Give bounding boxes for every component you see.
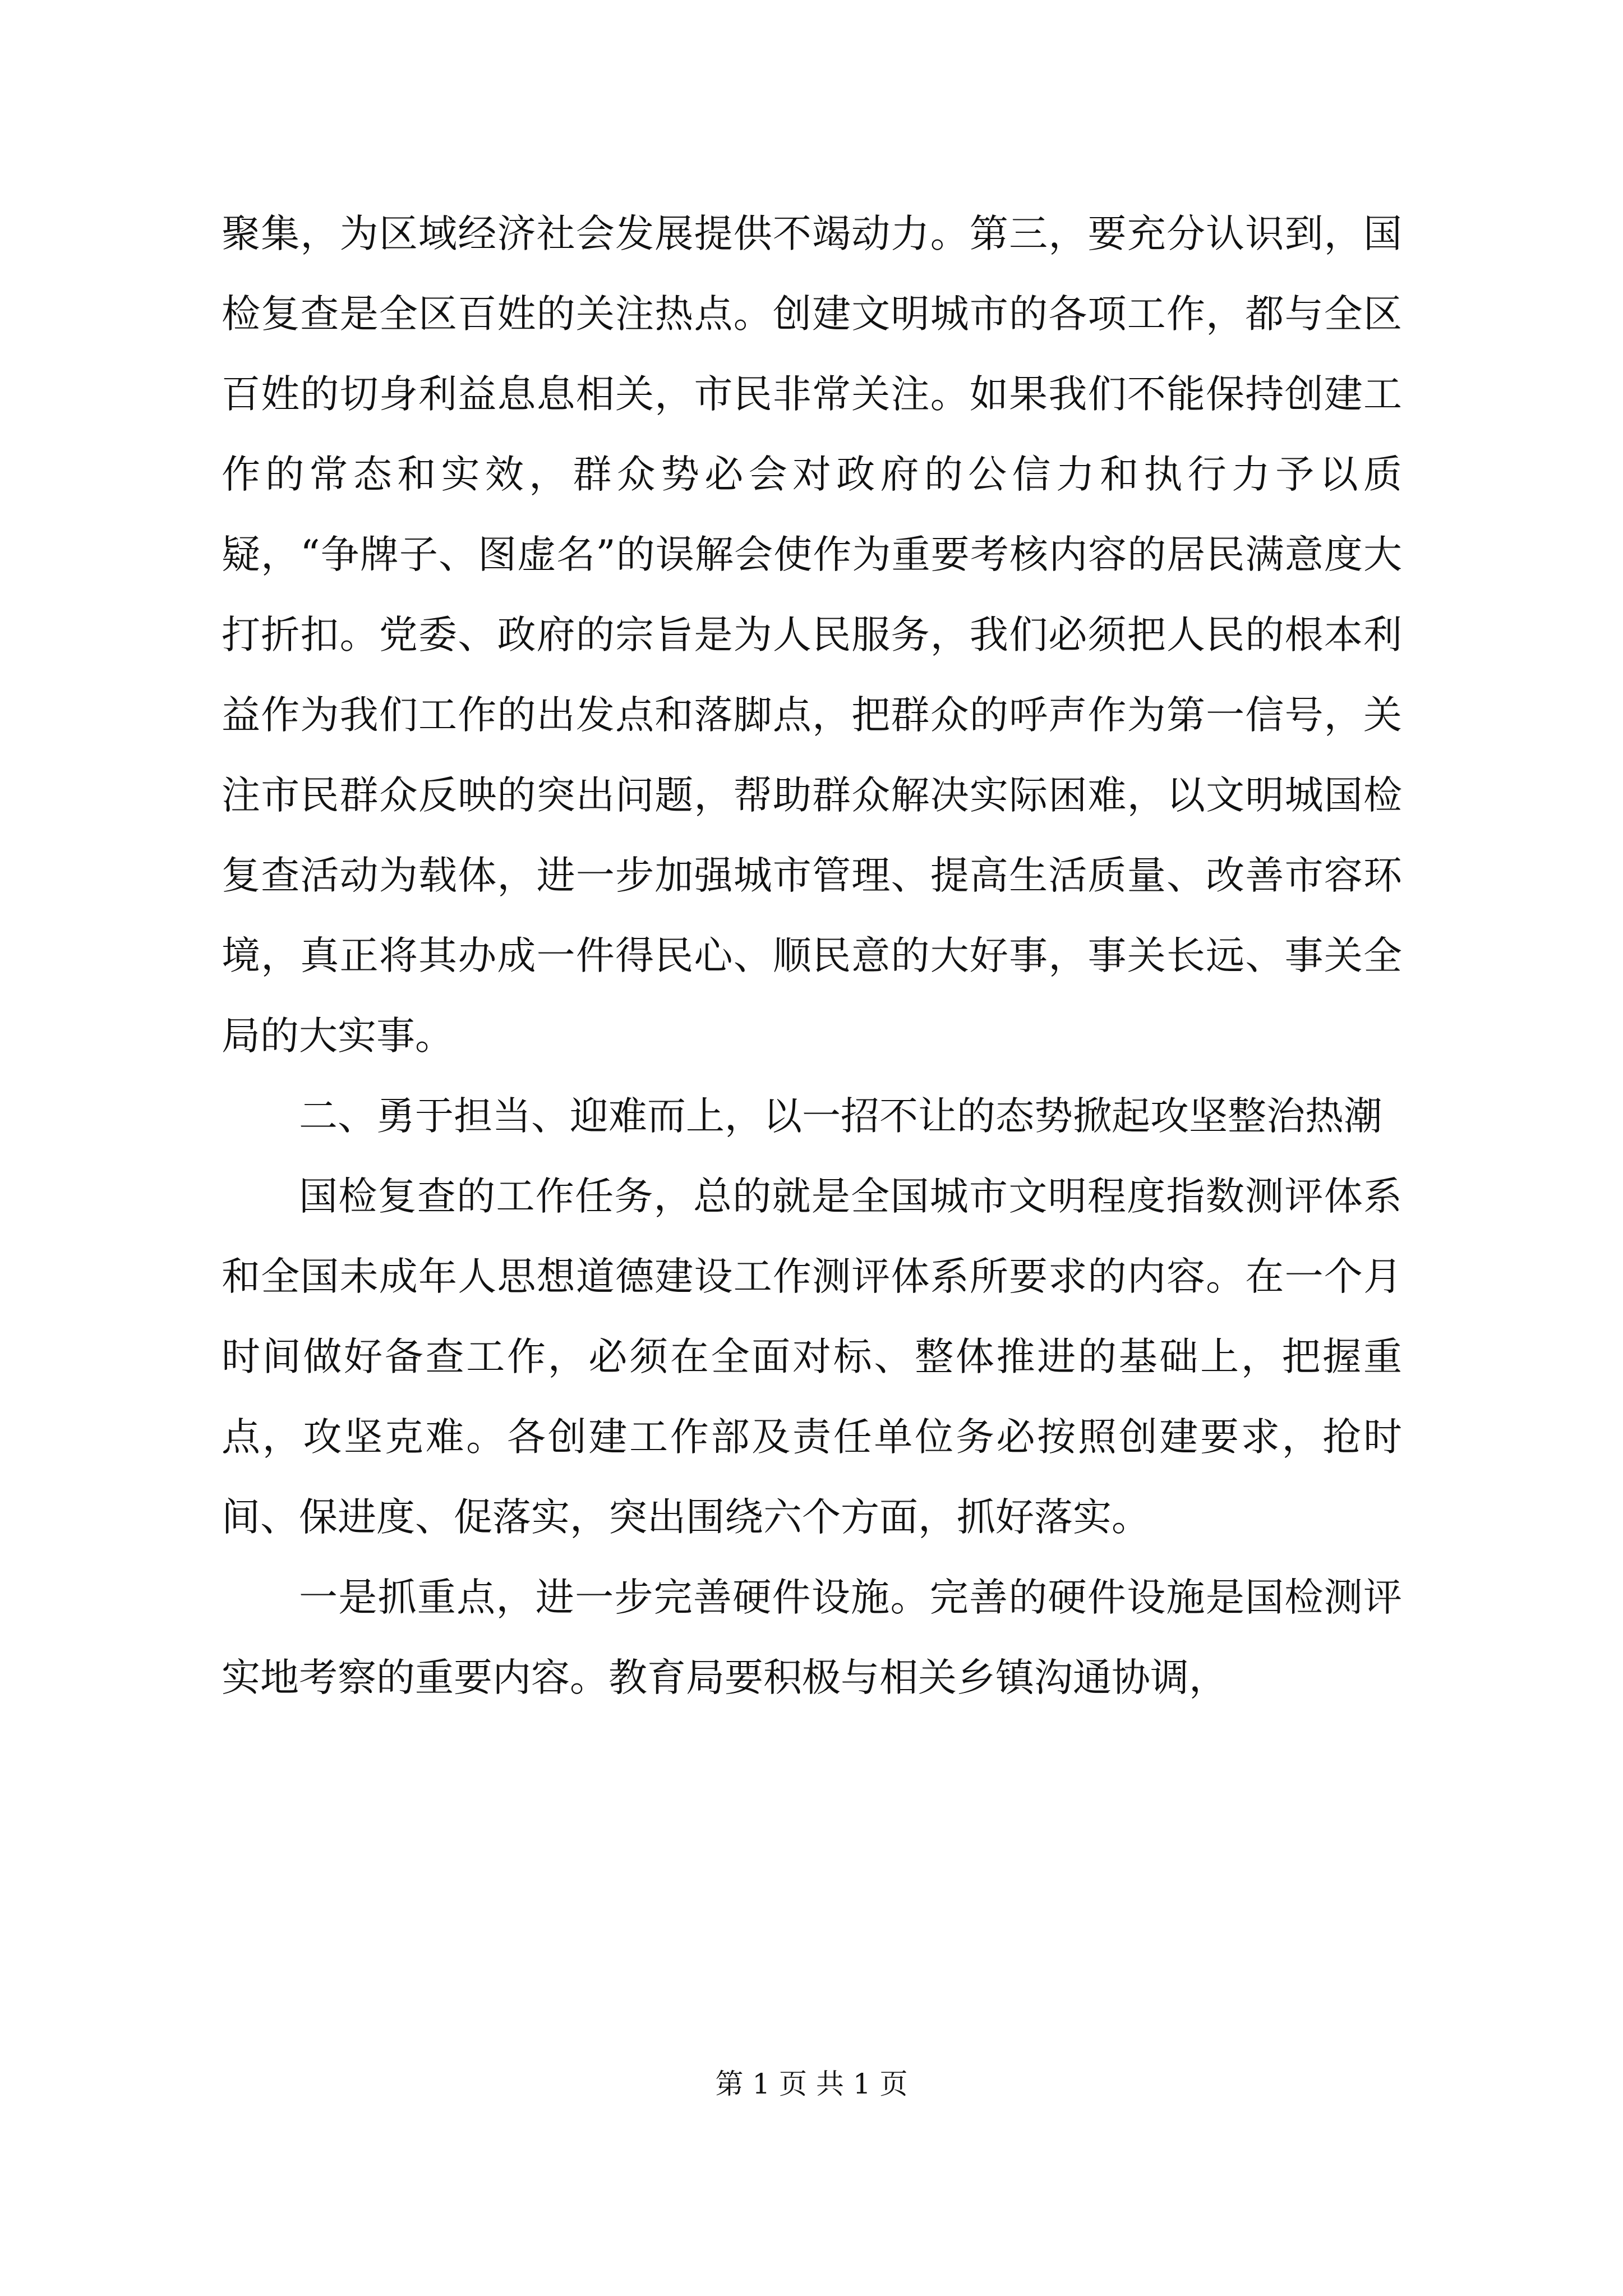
document-body: [222, 194, 1402, 1718]
section-heading-2: 二、勇于担当、迎难而上，以一招不让的态势掀起攻坚整治热潮: [299, 1094, 1382, 1139]
page-number-label: 第 1 页 共 1 页: [715, 2068, 908, 2100]
page-footer: [0, 2064, 1623, 2104]
paragraph-1: 聚集，为区域经济社会发展提供不竭动力。第三，要充分认识到，国检复查是全区百姓的关注热点。创建文明城市的各项工作，都与全区百姓的切身利益息息相关，市民非常关注。如果我们不能保持创建工作的常态和实效，群众势必会对政府的公信力和执行力予以质疑，“争牌子、图虚名”的误解会使作为重要考核内容的居民满意度大打折扣。党委、政府的宗旨是为人民服务，我们必须把人民的根本利益作为我们工作的出发点和落脚点，把群众的呼声作为第一信号，关注市民群众反映的突出问题，帮助群众解决实际困难，以文明城国检复查活动为载体，进一步加强城市管理、提高生活质量、改善市容环境，真正将其办成一件得民心、顺民意的大好事，事关长远、事关全局的大实事。: [222, 211, 1402, 1059]
paragraph-3: 国检复查的工作任务，总的就是全国城市文明程度指数测评体系和全国未成年人思想道德建设工作测评体系所要求的内容。在一个月时间做好备查工作，必须在全面对标、整体推进的基础上，把握重点，攻坚克难。各创建工作部及责任单位务必按照创建要求，抢时间、保进度、促落实，突出围绕六个方面，抓好落实。: [222, 1174, 1402, 1540]
paragraph-4: 一是抓重点，进一步完善硬件设施。完善的硬件设施是国检测评实地考察的重要内容。教育局要积极与相关乡镇沟通协调，: [222, 1575, 1402, 1700]
